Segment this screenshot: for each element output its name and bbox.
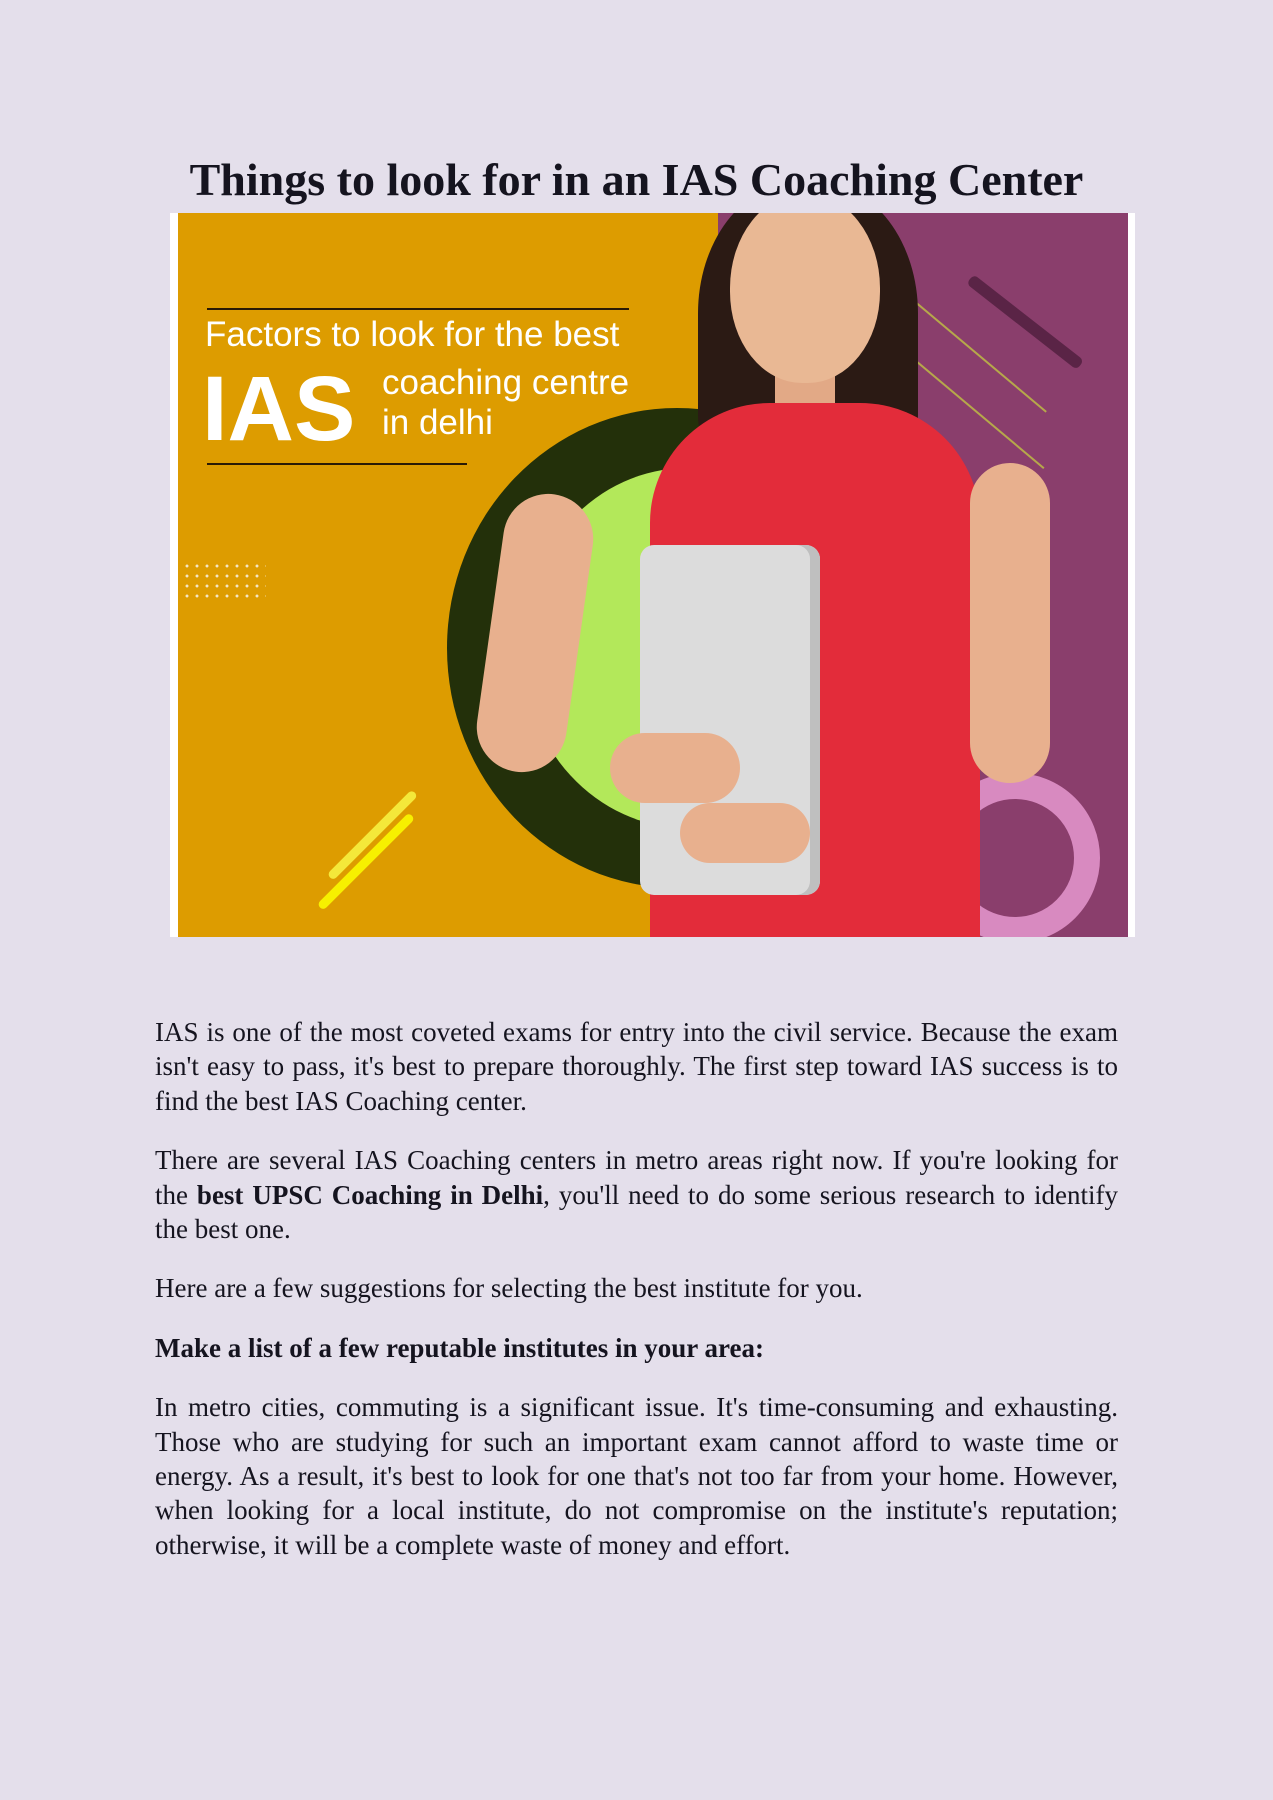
dot-grid-decoration: [182, 561, 266, 601]
paragraph-commute: In metro cities, commuting is a significant issue. It's time-consuming and exhausting. Those who are studying for such an important exam cannot afford to waste time or energy. As a result, it's best to look for one that's not too far from your home. However, when looking for a local institute, do not compromise on the institute's reputation; otherwise, it will be a complete waste of money and effort.: [155, 1392, 1118, 1560]
banner-line1: Factors to look for the best: [205, 315, 620, 354]
paragraph-suggestions: Here are a few suggestions for selecting the best institute for you.: [155, 1273, 863, 1304]
person-face: [730, 213, 880, 383]
text: , you'll need to do some serious research to identify the best one.: [155, 1179, 1118, 1245]
page-title: Things to look for in an IAS Coaching Center: [189, 154, 1084, 205]
bold-keyword: best UPSC Coaching in Delhi: [196, 1179, 544, 1210]
banner-line2: coaching centre: [382, 363, 630, 402]
paragraph-centers: [155, 1143, 1118, 1246]
article-body: [155, 1015, 1118, 1587]
person-hand: [680, 803, 810, 863]
banner-line3: in delhi: [382, 403, 493, 442]
banner-bottom-rule: [207, 463, 467, 465]
paragraph-intro: IAS is one of the most coveted exams for entry into the civil service. Because the exam isn't easy to pass, it's best to prepare thoroughly. The first step toward IAS success is to find the best IAS Coaching center.: [155, 1017, 1118, 1116]
banner-top-rule: [207, 308, 629, 310]
banner-ias: IAS: [202, 358, 356, 460]
person-arm: [970, 463, 1050, 783]
section-heading: Make a list of a few reputable institutes in your area:: [155, 1332, 764, 1363]
text: There are several IAS Coaching centers in metro areas right now. If you're looking for the: [155, 1145, 1118, 1210]
person-hand: [610, 733, 740, 803]
banner-image: [170, 213, 1135, 937]
